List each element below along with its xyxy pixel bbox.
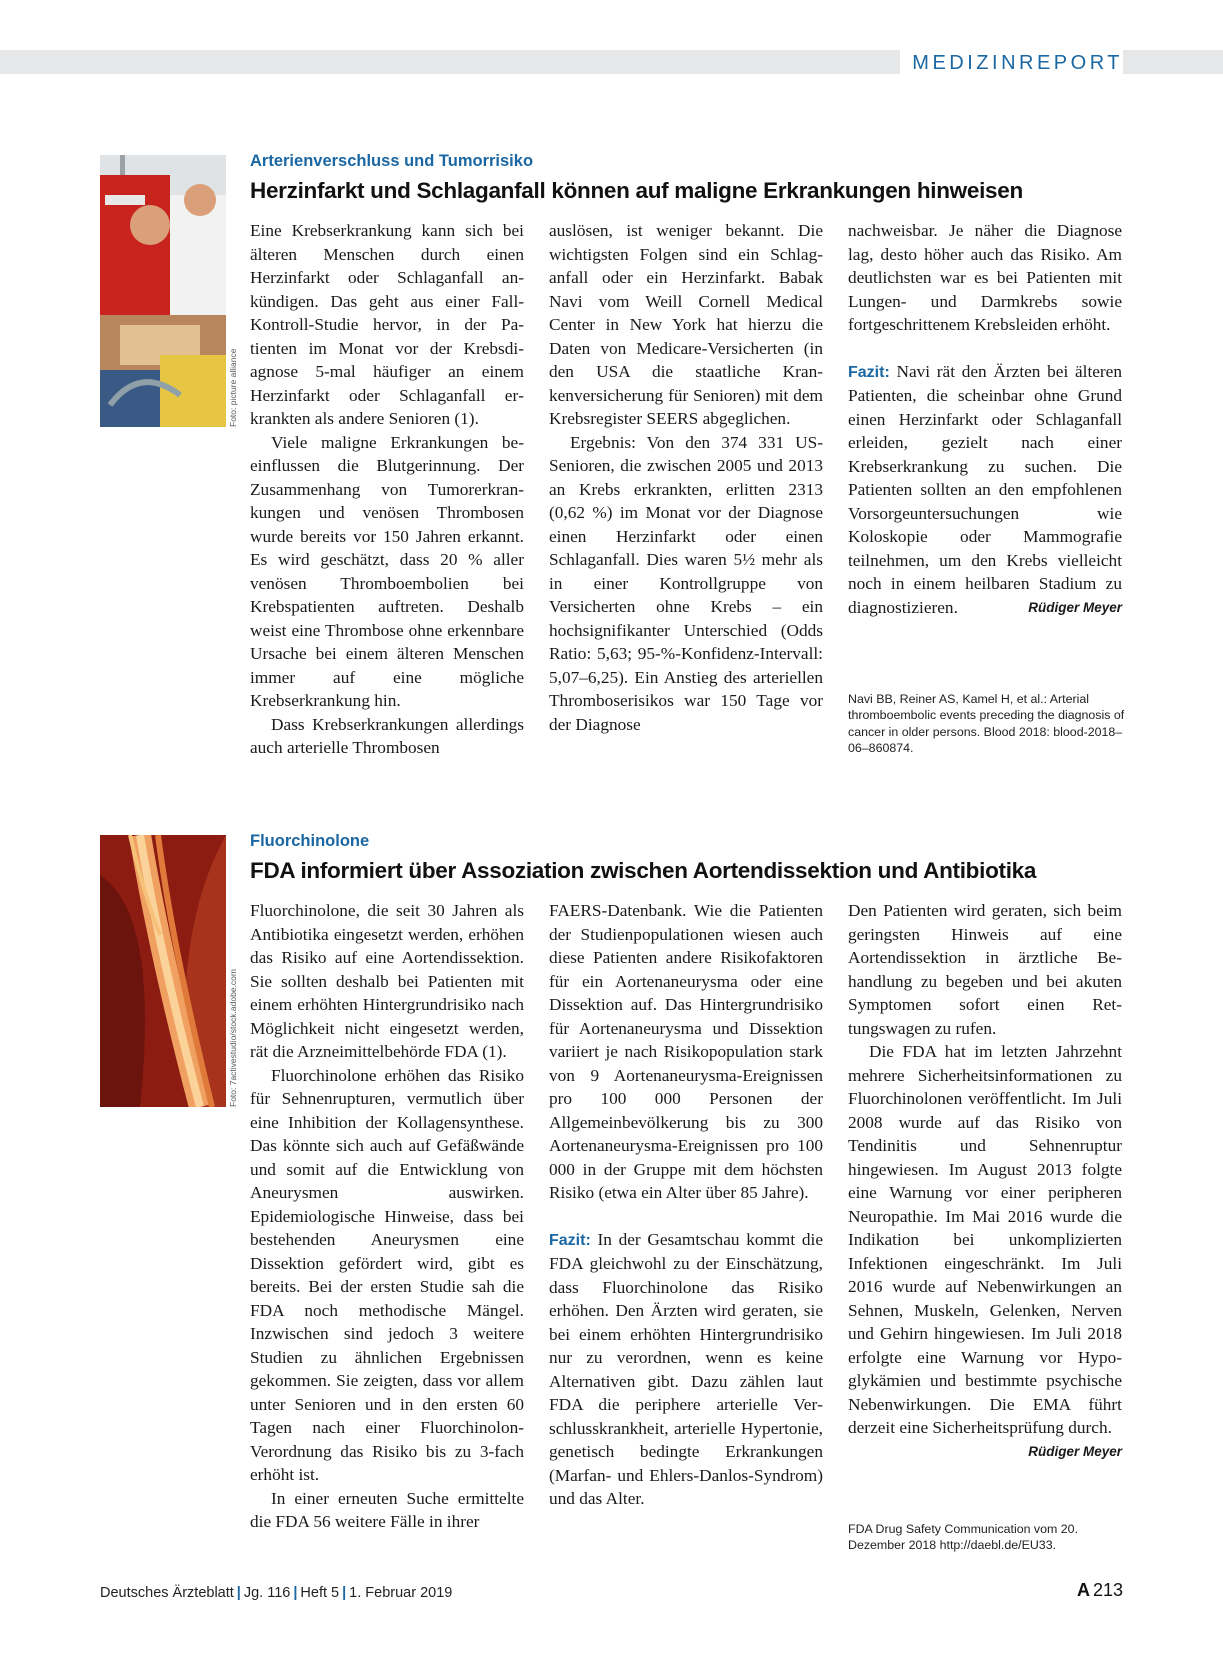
article1-author: Rüdiger Meyer (1028, 599, 1122, 615)
article1-fazit-text: Navi rät den Ärzten bei älteren Patienten, die scheinbar ohne Grund einen Herzinfarkt oder Schlaganfall erleiden, gezielt nach einer Krebserkrankung zu suchen. Die Patienten sollten an den empfohlenen Vorsorgeuntersuchungen wie Koloskopie oder Mammografie teilnehmen, um den Krebs vielleicht noch in einem heilbaren Stadium zu diagnostizieren. (848, 361, 1122, 617)
article1-kicker: Arterienverschluss und Tumorrisiko (250, 152, 534, 170)
section-label: MEDIZINREPORT (900, 50, 1123, 76)
article2-paragraph: Fluorchinolone, die seit 30 Jahren als Antibiotika eingesetzt werden, erhöhen das Risiko auf eine Aortendissektion. Sie sollten deshalb bei Patienten mit einem erhöhten Hintergrundrisiko nach Möglichkeit nicht eingesetzt werden, rät die Arzneimittelbehörde FDA (1). (250, 901, 524, 1061)
footer-journal: Deutsches Ärzteblatt (100, 1585, 234, 1601)
article2-kicker: Fluorchinolone (250, 832, 370, 850)
article1-paragraph: Viele maligne Erkrankungen beeinflussen die Blutgerinnung. Der Zusammenhang von Tumorerkrankungen und venösen Thrombosen wurde bereits vor 150 Jahren erkannt. Es wird geschätzt, dass 20 % aller venösen Thromboembolien bei Krebspatienten auftreten. Deshalb weist eine Thrombose ohne erkennbare Ursache bei einem älteren Menschen immer auf eine mögliche Krebserkrankung hin. (250, 432, 524, 710)
article1-paragraph: Ergebnis: Von den 374 331 US-Senioren, die zwischen 2005 und 2013 an Krebs erkrankten, erlitten 2313 (0,62 %) im Monat vor der Diagnose einen Herzinfarkt oder einen Schlaganfall. Dies waren 5½ mehr als in einer Kontrollgruppe von Versicherten ohne Krebs – ein hochsignifikanter Unterschied (Odds Ratio: 5,63; 95-%-Konfidenz-Intervall: 5,07–6,25). Ein Anstieg des arteriellen Thromboserisikos war 150 Tage vor der Diagnose (549, 432, 823, 734)
footer-issue: Heft 5 (300, 1585, 340, 1601)
article2-paragraph: In einer erneuten Suche ermittelte die FDA 56 weitere Fälle in ihrer (250, 1488, 524, 1531)
article2-column-3 (848, 899, 1122, 1463)
article2-fazit-text: In der Gesamtschau kommt die FDA gleichwohl zu der Einschätzung, dass Fluorchinolone das Risiko erhöhen. Den Ärzten wird geraten, sie bei einem erhöhten Hintergrundrisiko nur zu verordnen, wenn es keine Alternativen gibt. Dazu zählen laut FDA die periphere arterielle Verschlusskrankheit, arterielle Hypertonie, genetisch bedingte Erkrankungen (Marfan- und Ehlers-Danlos-Syndrom) und das Alter. (549, 1229, 823, 1508)
page-prefix: A (1076, 1580, 1090, 1600)
emergency-rescue-photo (100, 155, 226, 427)
footer-separator: | (236, 1585, 241, 1601)
article2-paragraph: FAERS-Datenbank. Wie die Patienten der Studienpopulationen wiesen auch diese Patienten andere Risikofaktoren für ein Aortenaneurysma oder eine Dissektion auf. Das Hintergrundrisiko für Aortenaneurysma und Dissektion variiert je nach Risikopopulation stark von 9 Aortenaneurysma-Ereignissen pro 100 000 Personen der Allgemeinbevölkerung bis zu 300 Aortenaneurysma-Ereignissen pro 100 000 in der Gruppe mit dem höchsten Risiko (etwa ein Alter über 85 Jahre). (549, 901, 823, 1202)
article2-photo-credit: Foto: 7activestudio/stock.adobe.com (228, 969, 238, 1107)
article1-paragraph: auslösen, ist weniger bekannt. Die wichtigsten Folgen sind ein Schlaganfall oder ein Herzinfarkt. Babak Navi vom Weill Cornell Medical Center in New York hat hierzu die Daten von Medicare-Versicherten (in den USA die staatliche Krankenversicherung für Senioren) mit dem Krebsregister SEERS abgeglichen. (549, 221, 823, 428)
page-footer (100, 1585, 452, 1601)
article2-paragraph-text: Die FDA hat im letzten Jahrzehnt mehrere Sicherheitsinformationen zu Fluorchinolonen veröffentlicht. Im Juli 2008 wurde auf das Risiko von Tendinitis und Sehnenruptur hingewiesen. Im August 2013 folgte eine Warnung vor einer peripheren Neuropathie. Im Mai 2016 wurde die Indikation bei unkomplizierten Infektionen eingeschränkt. Im Juli 2016 wurde auf Nebenwirkungen an Sehnen, Muskeln, Gelenken, Nerven und Gehirn hingewiesen. Im Juli 2018 erfolgte eine Warnung vor Hypoglykämien und bestimmte psychische Nebenwirkungen. Die EMA führt derzeit eine Sicherheitsprüfung durch. (848, 1042, 1122, 1437)
article1-photo-emergency-rescue (100, 155, 226, 427)
article2-headline: FDA informiert über Assoziation zwischen Aortendissektion und Antibiotika (250, 858, 1037, 883)
article2-paragraph (848, 1040, 1122, 1459)
article1-photo-credit: Foto: picture alliance (228, 348, 238, 427)
article1-column-3 (848, 219, 1122, 619)
article1-paragraph: Eine Krebserkrankung kann sich bei älteren Menschen durch einen Herzinfarkt oder Schlaganfall ankündigen. Das geht aus einer Fall-Kontroll-Studie hervor, in der Patienten im Monat vor der Krebsdiagnose 5-mal häufiger an einem Herzinfarkt oder Schlaganfall erkrankten als andere Senioren (1). (250, 221, 524, 428)
footer-date: 1. Februar 2019 (349, 1585, 453, 1601)
article2-paragraph: Den Patienten wird geraten, sich beim geringsten Hinweis auf eine Aortendissektion in ärztliche Behandlung zu begeben und bei akuten Symptomen sofort einen Rettungswagen zu rufen. (848, 901, 1122, 1038)
article1-paragraph: nachweisbar. Je näher die Diagnose lag, desto höher auch das Risiko. Am deutlichsten war es bei Patienten mit Lungen- und Darmkrebs sowie fortgeschrittenem Krebsleiden erhöht. (848, 221, 1122, 334)
page-number (1077, 1580, 1123, 1601)
article1-fazit-label: Fazit: (848, 363, 890, 381)
article1-paragraph: Dass Krebserkrankungen allerdings auch arterielle Thrombosen (250, 714, 524, 757)
page-number-value: 213 (1092, 1580, 1123, 1600)
article2-column-2 (549, 899, 823, 1511)
footer-separator: | (293, 1585, 298, 1601)
article1-column-2 (549, 219, 823, 736)
article1-fazit (848, 360, 1122, 620)
footer-volume: Jg. 116 (243, 1585, 291, 1601)
article1-column-1 (250, 219, 524, 760)
aorta-photo (100, 835, 226, 1107)
article2-fazit (549, 1228, 823, 1511)
article2-reference: FDA Drug Safety Communication vom 20. Dezember 2018 http://daebl.de/EU33. (848, 1522, 1079, 1553)
article2-paragraph: Fluorchinolone erhöhen das Risiko für Sehnenrupturen, vermutlich über eine Inhibition der Kollagensynthese. Das könnte sich auch auf Gefäßwände und somit auf die Entwicklung von Aneurysmen auswirken. Epidemiologische Hinweise, dass bei bestehenden Aneurysmen eine Dissektion gefördert wird, gibt es bereits. Bei der ersten Studie sah die FDA noch methodische Mängel. Inzwischen sind jedoch 3 weitere Studien zu ähnlichen Ergebnissen gekommen. Sie zeigten, dass vor allem unter Senioren und in den ersten 60 Tagen nach einer Fluorchinolon-Verordnung das Risiko bis zu 3-fach erhöht ist. (250, 1065, 524, 1484)
article1-headline: Herzinfarkt und Schlaganfall können auf maligne Erkrankungen hinweisen (250, 178, 1023, 203)
article1-reference: Navi BB, Reiner AS, Kamel H, et al.: Arterial thromboembolic events preceding the diagnosis of cancer in older persons. Blood 2018: blood-2018–06–860874. (848, 692, 1125, 755)
article2-column-1 (250, 899, 524, 1534)
article2-author: Rüdiger Meyer (1028, 1443, 1122, 1459)
article2-photo-aorta (100, 835, 226, 1107)
footer-separator: | (342, 1585, 347, 1601)
article2-fazit-label: Fazit: (549, 1231, 591, 1249)
